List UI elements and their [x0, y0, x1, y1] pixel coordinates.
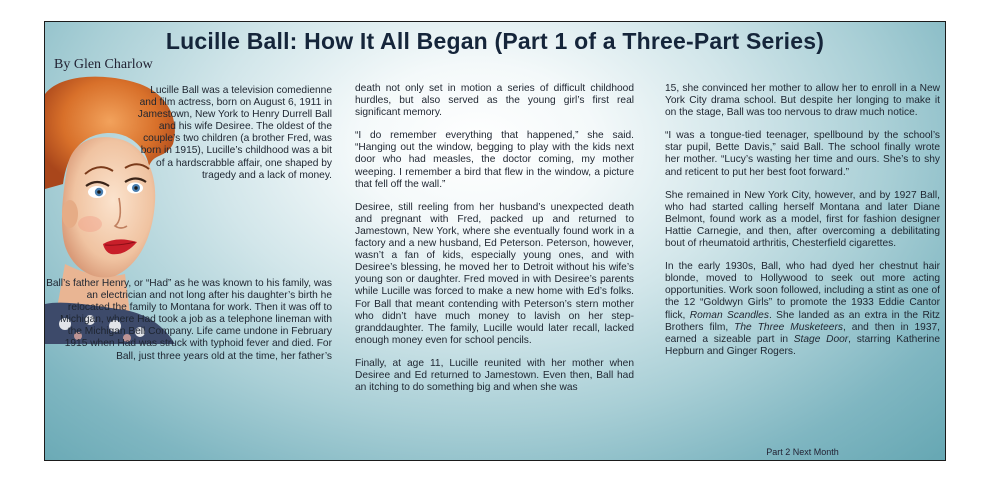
- column-1-paragraph-1: Lucille Ball was a television comedienne and film actress, born on August 6, 1911 in Jamestown, New York to Henry Durrell Ball and his wife Desiree. The oldest of the couple’s two children (a brother Fred, was born in 1915), Lucille’s childhood was a bit of a hardscrabble affair, one shaped by tragedy and a lack of money.: [137, 85, 332, 181]
- article-page: [44, 21, 946, 461]
- column-2-paragraph-2: “I do remember everything that happened,” she said. “Hanging out the window, begging to play with the kids next door who had measles, the doctor coming, my mother weeping. I remember a bird that flew in the window, a picture that fell off the wall.”: [355, 130, 634, 190]
- film-title-roman-scandles: Roman Scandles: [689, 309, 769, 321]
- column-3-paragraph-4: [665, 261, 940, 358]
- col3-p4-text-c: , and then in 1937, earned a sizeable part in: [665, 321, 941, 345]
- column-3-paragraph-1: 15, she convinced her mother to allow her to enroll in a New York City drama school. But despite her longing to make it on the stage, Ball was too nervous to draw much notice.: [665, 83, 940, 119]
- column-3-paragraph-2: “I was a tongue-tied teenager, spellbound by the school’s star pupil, Bette Davis,” said Ball. The school finally wrote her mother. “Lucy’s wasting her time and ours. She’s to shy and reticent to put her best foot forward.”: [665, 130, 940, 178]
- col3-p4-text-d: , starring Katherine Hepburn and Ginger Rogers.: [665, 333, 940, 357]
- article-title: Lucille Ball: How It All Began (Part 1 of a Three-Part Series): [165, 28, 825, 54]
- column-2-paragraph-4: Finally, at age 11, Lucille reunited with her mother when Desiree and Ed returned to Jamestown. Even then, Ball had an itching to do something big and when she was: [355, 357, 634, 394]
- column-2-paragraph-1: death not only set in motion a series of difficult childhood hurdles, but also served as the young girl’s first real significant memory.: [355, 83, 634, 119]
- next-part-footer: Part 2 Next Month: [766, 447, 839, 457]
- article-column-2: [355, 83, 634, 405]
- col3-p4-text-a: In the early 1930s, Ball, who had dyed her chestnut hair blonde, moved to Hollywood to seek out more acting opportunities. Work soon followed, including a stint as one of the 12 “Goldwyn Girls” to promote the 1933 Eddie Cantor flick,: [665, 261, 940, 321]
- column-2-paragraph-3: Desiree, still reeling from her husband’s unexpected death and pregnant with Fred, packed up and returned to Jamestown, New York, where she eventually found work in a factory and a new husband, Ed Peterson. Peterson, however, wasn’t a fan of kids, especially young ones, and with Desiree’s blessing, he moved her to Detroit without his wife’s young son or daughter. Fred moved in with Desiree’s parents while Lucille was forced to make a new home with Ed’s folks. For Ball that meant contending with Peterson’s stern mother who didn’t have much money to lavish on her step-granddaughter. The family, Lucille would later recall, lacked enough money even for school pencils.: [355, 201, 634, 346]
- column-1-paragraph-2: Ball’s father Henry, or “Had” as he was known to his family, was an electrician and not long after his daughter’s birth he relocated the family to Montana for work. Then it was off to Michigan, where Had took a job as a telephone lineman with the Michigan Bell Company. Life came undone in February 1915 when Had was struck with typhoid fever and died. For Ball, just three years old at the time, her father’s: [46, 278, 332, 362]
- article-column-3: [665, 83, 940, 369]
- column-3-paragraph-3: She remained in New York City, however, and by 1927 Ball, who had started calling herself Montana and later Diane Belmont, found work as a model, first for fashion designer Hattie Carnegie, and then, after overcoming a debilitating bout of rheumatoid arthritis, Chesterfield cigarettes.: [665, 189, 940, 250]
- film-title-stage-door: Stage Door: [793, 333, 849, 345]
- film-title-three-musketeers: The Three Musketeers: [734, 321, 843, 333]
- article-byline: By Glen Charlow: [54, 57, 153, 72]
- col3-p4-text-b: . She landed as an extra in the Ritz Brothers film,: [665, 309, 940, 333]
